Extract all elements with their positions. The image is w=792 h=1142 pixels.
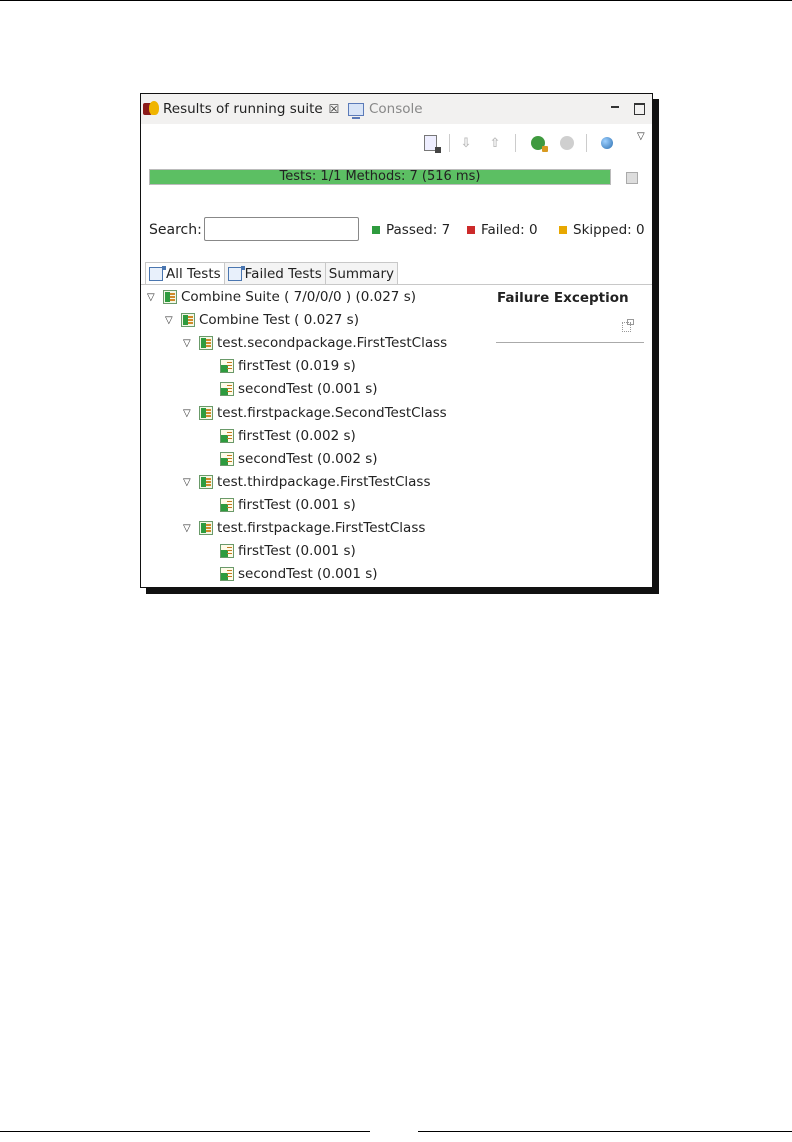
tree-node-label: test.firstpackage.FirstTestClass	[217, 520, 426, 536]
next-failure-button[interactable]	[457, 134, 475, 152]
failed-count	[467, 222, 538, 238]
view-tab-bar	[141, 94, 652, 124]
page-bottom-rule	[0, 1131, 370, 1132]
results-subtabs	[145, 262, 397, 284]
passed-suite-icon	[199, 336, 213, 350]
tree-node-method[interactable]	[220, 426, 356, 446]
passed-suite-icon	[163, 290, 177, 304]
progress-text: Tests: 1/1 Methods: 7 (516 ms)	[279, 169, 481, 184]
tab-label: All Tests	[166, 265, 221, 282]
passed-suite-icon	[181, 313, 195, 327]
view-toolbar	[141, 132, 652, 156]
arrow-up-icon: ⇧	[489, 135, 501, 151]
tree-node-method[interactable]	[220, 495, 356, 515]
tree-node-label: secondTest (0.001 s)	[238, 381, 378, 397]
progress-bar	[149, 169, 611, 185]
skipped-label: Skipped: 0	[573, 222, 645, 238]
toolbar-separator	[515, 134, 516, 152]
expand-toggle-icon[interactable]: ▽	[147, 291, 155, 303]
skipped-icon	[559, 226, 567, 234]
tab-results-of-running-suite[interactable]	[143, 98, 339, 120]
tree-node-label: firstTest (0.019 s)	[238, 358, 356, 374]
tree-node-suite[interactable]	[147, 287, 416, 307]
passed-suite-icon	[199, 406, 213, 420]
tree-node-label: secondTest (0.002 s)	[238, 451, 378, 467]
open-report-button[interactable]	[598, 134, 616, 152]
tree-node-label: secondTest (0.001 s)	[238, 566, 378, 582]
subtabs-divider	[141, 284, 652, 285]
tree-node-label: firstTest (0.001 s)	[238, 497, 356, 513]
rerun-failed-icon	[560, 136, 574, 150]
tab-label: Console	[369, 101, 423, 117]
tree-node-method[interactable]	[220, 564, 378, 584]
search-input[interactable]	[204, 217, 359, 241]
expand-toggle-icon[interactable]: ▽	[165, 314, 173, 326]
expand-toggle-icon[interactable]: ▽	[183, 337, 191, 349]
passed-suite-icon	[199, 475, 213, 489]
failed-icon	[467, 226, 475, 234]
copy-stack-icon[interactable]	[622, 319, 634, 331]
expand-toggle-icon[interactable]: ▽	[183, 476, 191, 488]
toolbar-separator	[449, 134, 450, 152]
tab-label: Summary	[328, 265, 394, 282]
passed-method-icon	[220, 452, 234, 466]
tree-node-suite[interactable]	[183, 518, 425, 538]
testng-icon	[143, 101, 159, 117]
tree-icon	[149, 267, 163, 281]
clear-results-icon	[424, 135, 437, 151]
passed-icon	[372, 226, 380, 234]
arrow-down-icon: ⇩	[460, 135, 472, 151]
minimize-icon[interactable]	[611, 106, 619, 108]
passed-method-icon	[220, 544, 234, 558]
tree-icon	[228, 267, 242, 281]
tab-console[interactable]	[348, 98, 423, 120]
passed-method-icon	[220, 567, 234, 581]
failure-pane-divider	[496, 342, 644, 343]
expand-toggle-icon[interactable]: ▽	[183, 407, 191, 419]
tree-node-suite[interactable]	[183, 333, 447, 353]
search-label: Search:	[149, 222, 202, 238]
tree-node-suite[interactable]	[183, 403, 447, 423]
rerun-failed-button[interactable]	[558, 134, 576, 152]
previous-failure-button[interactable]	[486, 134, 504, 152]
toolbar-separator	[586, 134, 587, 152]
stop-button[interactable]	[626, 172, 638, 184]
tree-node-suite[interactable]	[165, 310, 359, 330]
tree-node-method[interactable]	[220, 379, 378, 399]
tab-label: Results of running suite	[163, 101, 323, 117]
globe-icon	[601, 137, 613, 149]
tree-node-label: test.secondpackage.FirstTestClass	[217, 335, 448, 351]
rerun-icon	[531, 136, 545, 150]
view-menu-icon[interactable]: ▽	[637, 131, 645, 142]
page-bottom-rule	[418, 1131, 792, 1132]
maximize-icon[interactable]	[634, 103, 645, 115]
tree-node-label: Combine Suite ( 7/0/0/0 ) (0.027 s)	[181, 289, 416, 305]
skipped-count	[559, 222, 645, 238]
page-top-rule	[0, 0, 792, 1]
tree-node-method[interactable]	[220, 449, 378, 469]
passed-method-icon	[220, 498, 234, 512]
expand-toggle-icon[interactable]: ▽	[183, 522, 191, 534]
tree-node-label: firstTest (0.001 s)	[238, 543, 356, 559]
tree-node-suite[interactable]	[183, 472, 431, 492]
console-icon	[348, 103, 364, 116]
passed-method-icon	[220, 359, 234, 373]
tab-label: Failed Tests	[244, 265, 322, 282]
passed-method-icon	[220, 382, 234, 396]
failed-label: Failed: 0	[481, 222, 538, 238]
tree-node-method[interactable]	[220, 356, 356, 376]
tree-node-method[interactable]	[220, 541, 356, 561]
tree-node-label: test.firstpackage.SecondTestClass	[217, 405, 447, 421]
passed-count	[372, 222, 450, 238]
tab-all-tests[interactable]	[145, 262, 225, 284]
failure-exception-title: Failure Exception	[497, 290, 629, 306]
close-icon[interactable]: ☒	[328, 102, 340, 116]
passed-method-icon	[220, 429, 234, 443]
clear-results-button[interactable]	[421, 134, 439, 152]
tree-node-label: firstTest (0.002 s)	[238, 428, 356, 444]
passed-label: Passed: 7	[386, 222, 451, 238]
passed-suite-icon	[199, 521, 213, 535]
tree-node-label: Combine Test ( 0.027 s)	[199, 312, 359, 328]
tree-node-label: test.thirdpackage.FirstTestClass	[217, 474, 431, 490]
tab-failed-tests[interactable]	[224, 262, 326, 284]
rerun-button[interactable]	[529, 134, 547, 152]
tab-summary[interactable]	[325, 262, 398, 284]
testng-results-view	[140, 93, 653, 588]
